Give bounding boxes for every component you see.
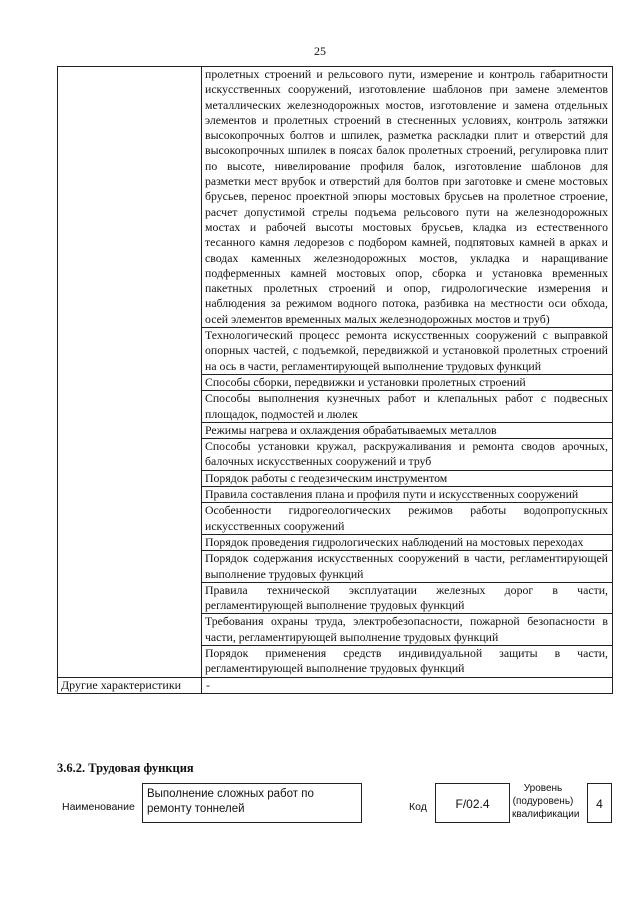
labor-function-row — [57, 783, 617, 829]
knowledge-item-text: Правила составления плана и профиля пути и искусственных сооружений — [205, 487, 579, 502]
knowledge-cell — [202, 582, 613, 614]
knowledge-cell — [202, 422, 613, 438]
knowledge-cell — [202, 391, 613, 423]
knowledge-item-text: Порядок проведения гидрологических наблюдений на мостовых переходах — [205, 534, 584, 549]
other-characteristics-label: Другие характеристики — [58, 677, 202, 693]
knowledge-cell — [202, 470, 613, 486]
knowledge-cell — [202, 645, 613, 677]
knowledge-cell — [202, 551, 613, 583]
knowledge-cell — [202, 67, 613, 328]
knowledge-item-text: Режимы нагрева и охлаждения обрабатываемых металлов — [205, 422, 497, 437]
knowledge-label-cell — [58, 67, 202, 678]
knowledge-cell — [202, 503, 613, 535]
knowledge-item-text: Порядок содержания искусственных сооружений в части, регламентирующей выполнение трудовых функций — [205, 551, 608, 581]
knowledge-item-text: Порядок работы с геодезическим инструментом — [205, 470, 448, 485]
other-characteristics-row — [58, 677, 613, 693]
code-label: Код — [409, 801, 427, 813]
knowledge-cell — [202, 614, 613, 646]
knowledge-item-text: Требования охраны труда, электробезопасности, пожарной безопасности в части, регламентирующей выполнение трудовых функций — [205, 614, 608, 644]
name-label: Наименование — [62, 801, 135, 813]
knowledge-item-text: Особенности гидрогеологических режимов работы водопропускных искусственных сооружений — [205, 503, 608, 533]
other-characteristics-value: - — [202, 677, 613, 693]
knowledge-row — [58, 67, 613, 328]
qualification-level-field: 4 — [587, 783, 612, 823]
knowledge-cell — [202, 374, 613, 390]
qualification-level-label: Уровень (подуровень) квалификации — [512, 783, 580, 820]
knowledge-item-text: Способы установки кружал, раскружаливания и ремонта сводов арочных, балочных искусственных сооружений и труб — [205, 439, 608, 469]
knowledge-cell — [202, 534, 613, 550]
knowledge-item-text: Способы сборки, передвижки и установки пролетных строений — [205, 374, 526, 389]
knowledge-item-text: Правила технической эксплуатации железных дорог в части, регламентирующей выполнение трудовых функций — [205, 582, 608, 613]
knowledge-cell — [202, 328, 613, 375]
knowledge-cell — [202, 487, 613, 503]
function-name-field: Выполнение сложных работ по ремонту тоннелей — [142, 783, 362, 823]
page-number: 25 — [314, 44, 326, 58]
function-code-field: F/02.4 — [435, 783, 510, 823]
section-heading: 3.6.2. Трудовая функция — [57, 761, 194, 775]
knowledge-item-text: Порядок применения средств индивидуальной защиты в части, регламентирующей выполнение трудовых функций — [205, 645, 608, 676]
knowledge-item-text: Способы выполнения кузнечных работ и клепальных работ с подвесных площадок, подмостей и люлек — [205, 391, 608, 421]
knowledge-table — [57, 66, 613, 694]
knowledge-item-text: пролетных строений и рельсового пути, измерение и контроль габаритности искусственных сооружений, изготовление шаблонов при замене элементов металлических железнодорожных мостов, изготовление и замена отдельных элементов и пролетных строений в стесненных условиях, контроль затяжки высокопрочных болтов и шпилек, разметка раскладки плит и отверстий для высокопрочных шпилек в поясах балок пролетных строений, регулировка плит по высоте, нивелирование профиля балок, изготовление шаблонов для разметки мест врубок и отверстий для болтов при заготовке и смене мостовых брусьев, перенос проектной эпюры мостовых брусьев на пролетное строение, расчет допустимой стрелы подъема рельсового пути на железнодорожных мостах и рабочей высоты мостовых брусьев, кладка из естественного тесанного камня ледорезов с подбором камней, подпятовых камней в арках и сводах каменных железнодорожных мостов, укладка и наращивание подферменных камней мостовых опор, сборка и установка временных пакетных пролетных строений и опор, гидрологические измерения и наблюдения за режимом водного потока, разбивка на местности оси обхода, осей элементов временных малых железнодорожных мостов и труб) — [205, 67, 608, 326]
knowledge-cell — [202, 439, 613, 471]
knowledge-item-text: Технологический процесс ремонта искусственных сооружений с выправкой опорных частей, с подъемкой, передвижкой и установкой пролетных строений на ось в части, регламентирующей выполнение трудовых функций — [205, 328, 608, 373]
